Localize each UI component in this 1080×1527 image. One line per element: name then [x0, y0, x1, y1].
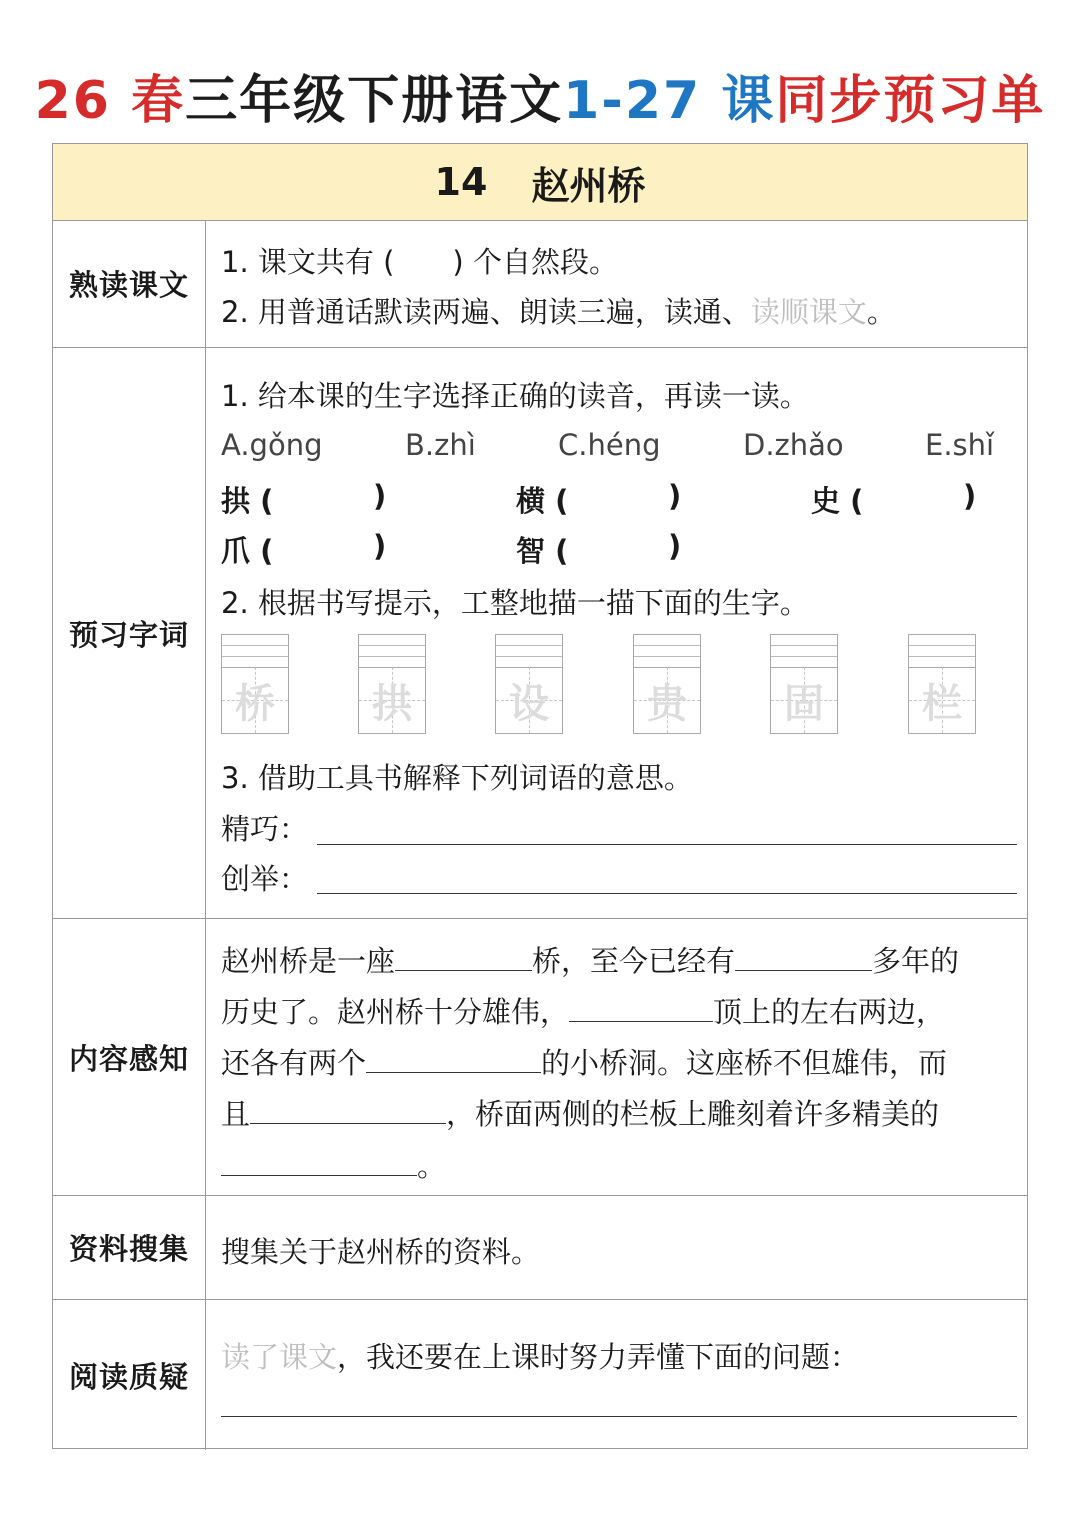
title-part-2: 三年级下册语文 — [185, 71, 564, 131]
preview-q3: 3. 借助工具书解释下列词语的意思。 — [221, 761, 693, 795]
char-zhi: 智 ( — [516, 534, 569, 568]
preview-q1: 1. 给本课的生字选择正确的读音，再读一读。 — [221, 379, 809, 413]
trace-box: 设 — [495, 634, 563, 734]
cloze-line-2: 历史了。赵州桥十分雄伟， 顶上的左右两边， — [221, 995, 946, 1029]
word-jingqiao-label: 精巧： — [221, 812, 309, 846]
trace-box: 桥 — [221, 634, 289, 734]
label-read: 熟读课文 — [69, 263, 189, 304]
title-part-3: 1-27 课 — [563, 71, 776, 131]
worksheet-table — [52, 143, 1028, 1449]
pinyin-option-e: E.shǐ — [925, 428, 995, 462]
char-zhi-close: ) — [668, 529, 682, 563]
lesson-header — [53, 144, 1027, 221]
cloze-line-3: 还各有两个 的小桥洞。这座桥不但雄伟，而 — [221, 1046, 948, 1080]
pinyin-option-d: D.zhǎo — [743, 428, 844, 462]
cloze-blank[interactable] — [569, 995, 713, 1022]
read-item-2-watermark: 读顺课文 — [750, 295, 867, 329]
row-content — [53, 919, 1027, 1196]
read-item-1: 1. 课文共有 ( ) 个自然段。 — [221, 245, 618, 279]
char-shi-close: ) — [963, 479, 977, 513]
char-gong-close: ) — [373, 479, 387, 513]
cloze-line-1: 赵州桥是一座 桥，至今已经有 多年的 — [221, 944, 960, 978]
question-watermark: 读了课文 — [221, 1340, 338, 1374]
cloze-blank[interactable] — [221, 1149, 417, 1176]
pinyin-option-c: C.héng — [558, 428, 661, 462]
label-cell-content — [53, 919, 206, 1195]
trace-box: 拱 — [358, 634, 426, 734]
answer-line[interactable] — [317, 844, 1017, 845]
char-zhao-close: ) — [373, 529, 387, 563]
char-gong: 拱 ( — [221, 484, 274, 518]
question-text: 读了课文，我还要在上课时努力弄懂下面的问题： — [221, 1340, 860, 1374]
preview-q2: 2. 根据书写提示，工整地描一描下面的生字。 — [221, 586, 809, 620]
answer-line[interactable] — [221, 1416, 1017, 1417]
lesson-number: 14 — [434, 160, 488, 204]
read-item-2-text: 2. 用普通话默读两遍、朗读三遍，读通、 — [221, 295, 751, 329]
row-read — [53, 220, 1027, 348]
word-chuangju-label: 创举： — [221, 862, 309, 896]
trace-box: 栏 — [908, 634, 976, 734]
row-preview — [53, 348, 1027, 919]
trace-box: 固 — [770, 634, 838, 734]
cloze-line-5: 。 — [221, 1144, 446, 1185]
collect-text: 搜集关于赵州桥的资料。 — [221, 1235, 541, 1269]
lesson-name: 赵州桥 — [531, 163, 646, 208]
label-cell-question — [53, 1300, 206, 1450]
label-content: 内容感知 — [69, 1037, 189, 1078]
read-item-2 — [221, 290, 896, 331]
pinyin-option-b: B.zhì — [405, 428, 476, 462]
char-heng: 横 ( — [516, 484, 569, 518]
pinyin-option-a: A.gǒng — [221, 428, 323, 462]
row-question — [53, 1300, 1027, 1450]
cloze-blank[interactable] — [735, 944, 872, 971]
trace-box: 贵 — [633, 634, 701, 734]
char-zhao: 爪 ( — [221, 534, 274, 568]
title-part-1: 26 春 — [34, 71, 186, 131]
char-heng-close: ) — [668, 479, 682, 513]
label-question: 阅读质疑 — [69, 1355, 189, 1396]
cloze-blank[interactable] — [395, 944, 532, 971]
label-cell-read — [53, 220, 206, 347]
cloze-blank[interactable] — [366, 1046, 541, 1073]
page-title — [0, 58, 1080, 133]
row-collect — [53, 1196, 1027, 1300]
label-collect: 资料搜集 — [69, 1227, 189, 1268]
label-cell-collect — [53, 1196, 206, 1299]
char-shi: 史 ( — [811, 484, 864, 518]
answer-line[interactable] — [317, 893, 1017, 894]
label-preview: 预习字词 — [69, 613, 189, 654]
read-item-2-end: 。 — [866, 295, 896, 329]
cloze-blank[interactable] — [250, 1097, 446, 1124]
title-part-4: 同步预习单 — [775, 71, 1046, 131]
cloze-line-4: 且 ，桥面两侧的栏板上雕刻着许多精美的 — [221, 1097, 940, 1131]
label-cell-preview — [53, 348, 206, 918]
